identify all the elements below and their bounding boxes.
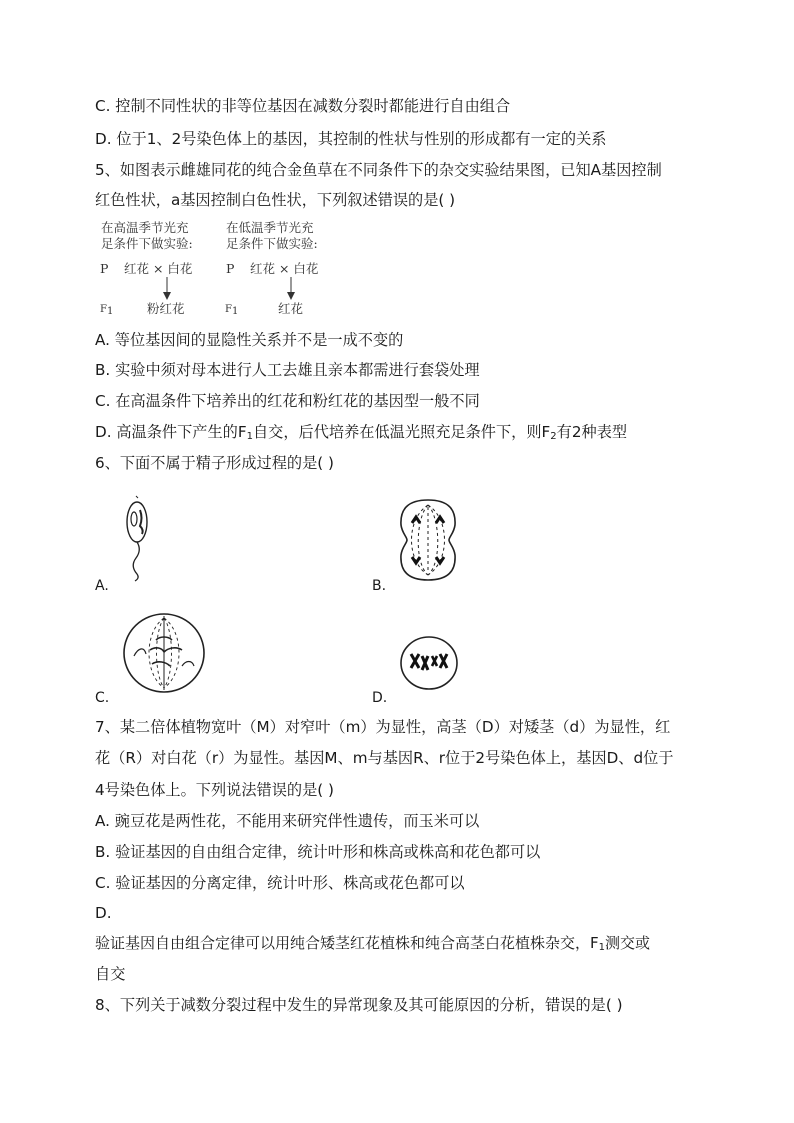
q8-stem: 8、下列关于减数分裂过程中发生的异常现象及其可能原因的分析，错误的是( ) bbox=[95, 996, 623, 1014]
f1-label-left: $F_1$ bbox=[100, 304, 114, 317]
q4-option-c: C. 控制不同性状的非等位基因在减数分裂时都能进行自由组合 bbox=[95, 97, 511, 115]
q7-option-a: A. 豌豆花是两性花，不能用来研究伴性遗传，而玉米可以 bbox=[95, 812, 480, 830]
q5-stem-line-2: 红色性状，a基因控制白色性状，下列叙述错误的是( ) bbox=[95, 191, 456, 209]
q4-option-d: D. 位于1、2号染色体上的基因，其控制的性状与性别的形成都有一定的关系 bbox=[95, 130, 607, 148]
q7-stem-line-1: 7、某二倍体植物宽叶（M）对窄叶（m）为显性，高茎（D）对矮茎（d）为显性，红 bbox=[95, 718, 671, 736]
figure-c-metaphase-cell bbox=[120, 610, 208, 696]
q7-option-d-label: D. bbox=[95, 904, 112, 922]
figure-a-sperm bbox=[118, 492, 188, 582]
left-cross: 红花 × 白花 bbox=[124, 261, 193, 276]
q7-option-d-text: 验证基因自由组合定律可以用纯合矮茎红花植株和纯合高茎白花植株杂交，$F_1$测交或 bbox=[95, 934, 651, 953]
q5-option-d: D. 高温条件下产生的$F_1$自交，后代培养在低温光照充足条件下，则$F_2$有2种表型 bbox=[95, 423, 628, 442]
figure-b-dividing-cell bbox=[396, 497, 460, 583]
q7-option-b: B. 验证基因的自由组合定律，统计叶形和株高或株高和花色都可以 bbox=[95, 843, 541, 861]
p-label-left: P bbox=[100, 261, 109, 276]
figure-d-cell-chromosomes bbox=[398, 634, 460, 692]
right-cross: 红花 × 白花 bbox=[250, 261, 319, 276]
q5-option-c: C. 在高温条件下培养出的红花和粉红花的基因型一般不同 bbox=[95, 392, 480, 410]
q6-stem: 6、下面不属于精子形成过程的是( ) bbox=[95, 454, 334, 472]
label-d: D. bbox=[372, 690, 388, 706]
label-c: C. bbox=[95, 690, 110, 706]
q7-stem-line-3: 4号染色体上。下列说法错误的是( ) bbox=[95, 781, 334, 799]
left-result: 粉红花 bbox=[147, 301, 185, 316]
label-a: A. bbox=[95, 578, 109, 594]
left-heading-1: 在高温季节光充 bbox=[101, 220, 189, 235]
right-heading-1: 在低温季节光充 bbox=[226, 220, 314, 235]
p-label-right: P bbox=[226, 261, 235, 276]
cross-arrows bbox=[0, 0, 794, 320]
q7-option-c: C. 验证基因的分离定律，统计叶形、株高或花色都可以 bbox=[95, 874, 465, 892]
q7-stem-line-2: 花（R）对白花（r）为显性。基因M、m与基因R、r位于2号染色体上，基因D、d位于 bbox=[95, 749, 674, 767]
q5-option-a: A. 等位基因间的显隐性关系并不是一成不变的 bbox=[95, 331, 404, 349]
f1-label-right: $F_1$ bbox=[225, 304, 239, 317]
q5-option-b: B. 实验中须对母本进行人工去雄且亲本都需进行套袋处理 bbox=[95, 361, 480, 379]
right-result: 红花 bbox=[278, 301, 304, 316]
left-heading-2: 足条件下做实验: bbox=[101, 236, 193, 251]
q5-stem-line-1: 5、如图表示雌雄同花的纯合金鱼草在不同条件下的杂交实验结果图，已知A基因控制 bbox=[95, 161, 662, 179]
q7-option-d-text-2: 自交 bbox=[95, 965, 126, 983]
label-b: B. bbox=[372, 578, 387, 594]
right-heading-2: 足条件下做实验: bbox=[226, 236, 318, 251]
